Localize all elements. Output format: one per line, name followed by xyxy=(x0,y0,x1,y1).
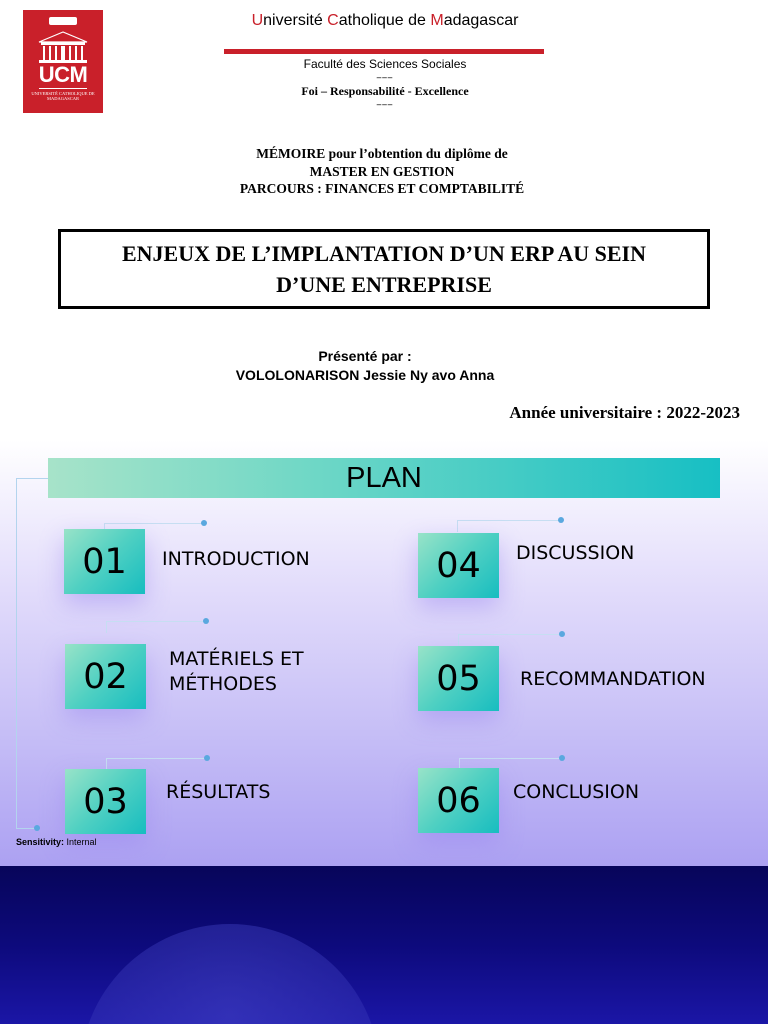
plan-number-03: 03 xyxy=(65,769,146,834)
degree-statement xyxy=(150,145,614,198)
logo-abbreviation: UCM xyxy=(38,62,88,87)
connector-05-v xyxy=(458,634,459,646)
connector-06-dot xyxy=(559,755,565,761)
connector-02-v xyxy=(106,621,107,633)
plan-item-resultats: RÉSULTATS xyxy=(166,781,271,803)
logo-subtitle: UNIVERSITÉ CATHOLIQUE DE MADAGASCAR xyxy=(31,91,95,101)
connector-01-dot xyxy=(201,520,207,526)
building-icon xyxy=(37,30,89,64)
logo-divider xyxy=(39,88,87,89)
next-slide-background xyxy=(0,866,768,1024)
plan-item-02-line-1: MATÉRIELS ET xyxy=(169,648,304,670)
faculty-name: Faculté des Sciences Sociales xyxy=(303,57,467,71)
plan-slide xyxy=(0,440,768,866)
author-name: VOLOLONARISON Jessie Ny avo Anna xyxy=(235,367,495,383)
connector-03-h xyxy=(106,758,206,759)
ucm-logo xyxy=(23,10,103,113)
thesis-title xyxy=(122,238,646,300)
presented-by-label: Présenté par : xyxy=(318,348,412,364)
sensitivity-value: Internal xyxy=(66,837,97,847)
plan-item-discussion: DISCUSSION xyxy=(516,542,635,564)
sensitivity-label xyxy=(16,837,97,847)
plan-number-06: 06 xyxy=(418,768,499,833)
university-initial-m: M xyxy=(430,12,444,29)
connector-04-v xyxy=(457,520,458,532)
separator-2: ––– xyxy=(376,99,394,109)
degree-line-1: MÉMOIRE pour l’obtention du diplôme de xyxy=(256,146,508,161)
plan-title: PLAN xyxy=(346,461,422,494)
thesis-title-line-1: ENJEUX DE L’IMPLANTATION D’UN ERP AU SEIN xyxy=(122,241,646,266)
connector-02-dot xyxy=(203,618,209,624)
university-part-2: atholique de xyxy=(338,12,431,29)
degree-line-3: PARCOURS : FINANCES ET COMPTABILITÉ xyxy=(239,181,525,196)
connector-05-h xyxy=(458,634,562,635)
presenter-block xyxy=(200,347,530,385)
connector-01-h xyxy=(104,523,204,524)
plan-item-materiels-methodes xyxy=(169,647,304,697)
connector-02-h xyxy=(106,621,206,622)
decorative-circle xyxy=(80,924,380,1024)
university-part-1: niversité xyxy=(263,12,328,29)
university-initial-u: U xyxy=(251,12,264,29)
connector-04-dot xyxy=(558,517,564,523)
plan-item-recommandation: RECOMMANDATION xyxy=(520,668,706,690)
frame-dot xyxy=(34,825,40,831)
frame-line-bottom xyxy=(16,828,36,829)
frame-line-vertical xyxy=(16,478,17,828)
sensitivity-key: Sensitivity: xyxy=(16,837,65,847)
university-motto: Foi – Responsabilité - Excellence xyxy=(301,84,469,98)
thesis-title-box xyxy=(58,229,710,309)
header-rule xyxy=(224,49,544,54)
connector-05-dot xyxy=(559,631,565,637)
cover-page xyxy=(0,0,768,440)
plan-number-02: 02 xyxy=(65,644,146,709)
thesis-title-line-2: D’UNE ENTREPRISE xyxy=(276,272,492,297)
connector-04-h xyxy=(457,520,561,521)
plan-item-introduction: INTRODUCTION xyxy=(162,548,310,570)
plan-number-01: 01 xyxy=(64,529,145,594)
university-part-3: adagascar xyxy=(443,12,519,29)
academic-year: Année universitaire : 2022-2023 xyxy=(509,403,740,422)
plan-header xyxy=(48,458,720,498)
plan-number-05: 05 xyxy=(418,646,499,711)
university-initial-c: C xyxy=(327,12,339,29)
plan-number-04: 04 xyxy=(418,533,499,598)
connector-03-dot xyxy=(204,755,210,761)
plan-item-02-line-2: MÉTHODES xyxy=(169,673,277,695)
connector-06-h xyxy=(459,758,562,759)
logo-banner xyxy=(49,17,77,25)
frame-line-top xyxy=(16,478,48,479)
university-name xyxy=(210,12,560,30)
degree-line-2: MASTER EN GESTION xyxy=(309,163,455,179)
separator-1: ––– xyxy=(376,72,394,82)
plan-item-conclusion: CONCLUSION xyxy=(513,781,640,803)
